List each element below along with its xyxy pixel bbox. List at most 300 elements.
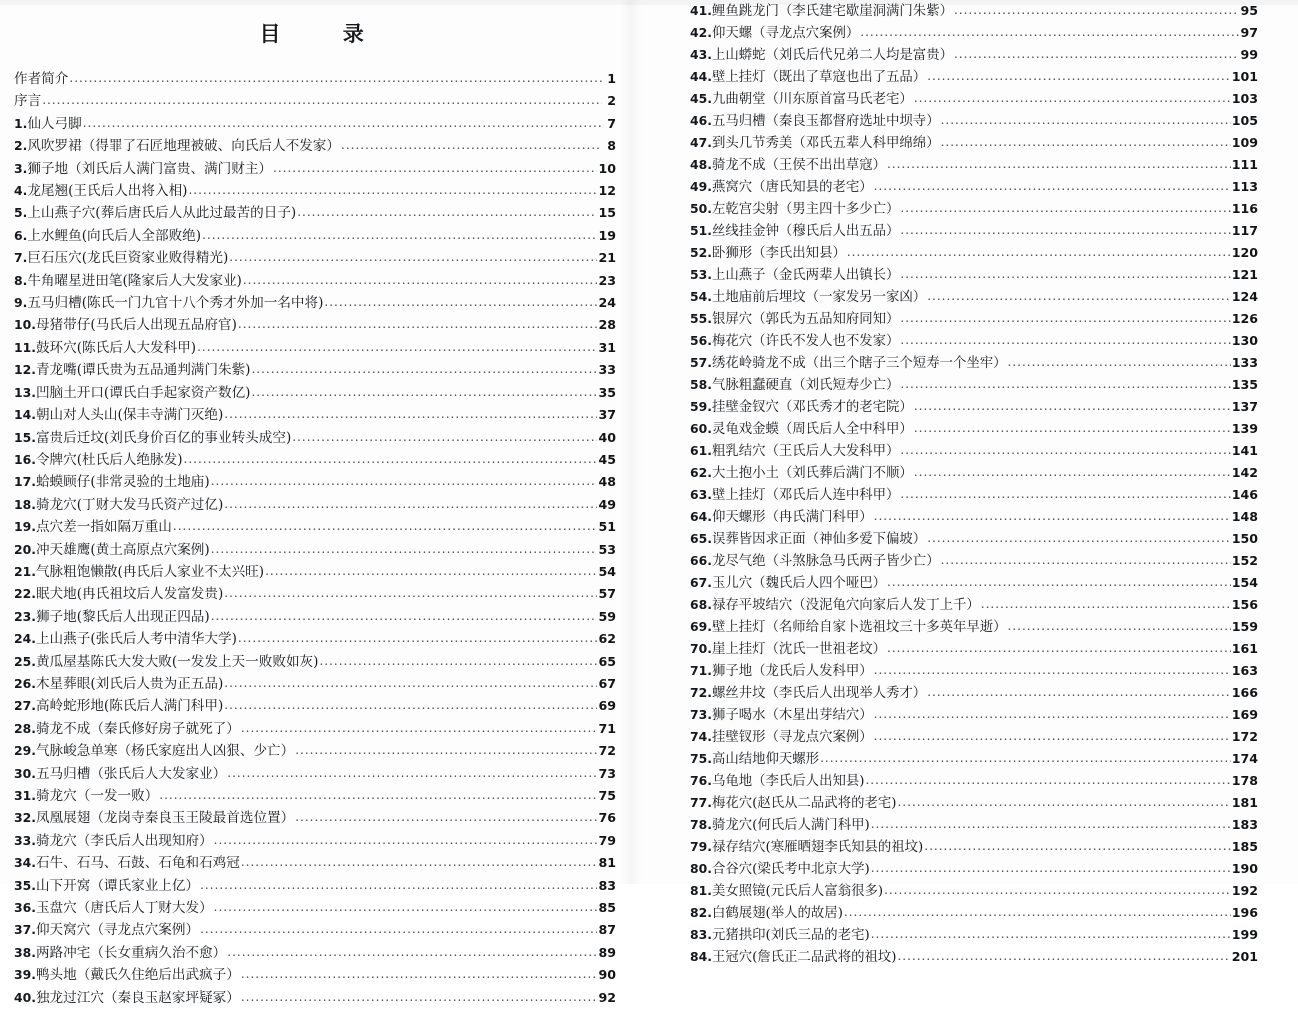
toc-entry-label-text: 九曲朝堂（川东原首富马氏老宅）	[711, 92, 913, 107]
dot-leader	[211, 606, 598, 627]
toc-entry[interactable]	[690, 726, 1258, 748]
toc-entry-page-number: 174	[1231, 751, 1258, 766]
dot-leader	[887, 572, 1231, 593]
toc-entry-label-text: 狮子地(黎氏后人出现正四品)	[35, 608, 210, 625]
toc-entry-title	[14, 628, 237, 650]
toc-entry[interactable]	[690, 352, 1258, 374]
toc-entry-page-number: 124	[1231, 289, 1258, 304]
dot-leader	[914, 418, 1231, 439]
toc-entry-title	[14, 382, 250, 404]
toc-entry-page-number: 146	[1231, 487, 1258, 502]
left-page	[0, 0, 630, 1006]
toc-entry-label-text: 上山燕子(张氏后人考中清华大学)	[35, 631, 237, 648]
toc-entry-label-text: 骑龙穴（一发一败）	[35, 788, 159, 804]
toc-entry[interactable]	[14, 875, 616, 897]
toc-entry-title	[690, 110, 940, 132]
toc-entry[interactable]	[14, 337, 616, 359]
toc-entry-number: 37.	[14, 922, 36, 938]
toc-entry[interactable]	[690, 616, 1258, 638]
toc-entry[interactable]	[14, 606, 616, 628]
toc-entry[interactable]	[690, 154, 1258, 176]
toc-entry[interactable]	[690, 330, 1258, 352]
toc-entry-number: 41.	[690, 3, 712, 18]
toc-entry-page-number: 133	[1231, 355, 1258, 370]
toc-entry[interactable]	[14, 449, 616, 471]
toc-entry[interactable]	[690, 110, 1258, 132]
toc-entry-number: 58.	[690, 377, 712, 392]
toc-entry[interactable]	[690, 286, 1258, 308]
toc-entry-page-number: 156	[1231, 597, 1258, 612]
toc-entry[interactable]	[14, 561, 616, 583]
toc-entry-number: 18.	[14, 496, 36, 512]
toc-entry[interactable]	[14, 292, 616, 314]
toc-entry-title	[690, 748, 819, 770]
toc-entry-title	[690, 594, 980, 616]
toc-entry-number: 48.	[690, 157, 712, 172]
toc-entry-number: 73.	[690, 707, 712, 722]
toc-entry[interactable]	[690, 748, 1258, 770]
toc-entry[interactable]	[690, 396, 1258, 418]
toc-entry-label-text: 高岭蛇形地(陈氏后人满门科甲)	[35, 698, 224, 715]
toc-entry-page-number: 111	[1231, 157, 1258, 172]
toc-entry-number: 36.	[14, 900, 36, 916]
dot-leader	[884, 880, 1231, 901]
dot-leader	[243, 270, 598, 291]
toc-entry-title	[14, 897, 213, 919]
toc-entry-title	[690, 286, 926, 308]
toc-entry[interactable]	[690, 924, 1258, 946]
dot-leader	[1008, 352, 1231, 373]
toc-entry[interactable]	[14, 359, 616, 381]
toc-entry-label-text: 合谷穴(梁氏考中北京大学)	[711, 862, 870, 877]
toc-entry-title	[690, 726, 873, 748]
toc-entry[interactable]	[14, 494, 616, 516]
toc-entry-page-number: 117	[1231, 223, 1258, 238]
toc-entry-number: 70.	[690, 641, 712, 656]
toc-entry-number: 32.	[14, 810, 36, 826]
dot-leader	[159, 785, 597, 806]
toc-entry-title	[690, 902, 843, 924]
toc-entry[interactable]	[690, 484, 1258, 506]
toc-entry-page-number: 178	[1231, 773, 1258, 788]
dot-leader	[224, 583, 597, 604]
toc-entry-number: 31.	[14, 788, 36, 803]
toc-entry-number: 53.	[690, 267, 712, 282]
toc-entry-page-number: 79	[598, 832, 616, 848]
toc-entry-title	[690, 44, 953, 66]
toc-entry-title	[14, 494, 223, 516]
toc-entry-title	[690, 528, 926, 550]
toc-entry[interactable]	[14, 964, 616, 986]
toc-entry-page-number: 19	[598, 227, 616, 243]
toc-entry-title	[14, 875, 199, 897]
toc-entry-label-text: 丝线挂金钟（穆氏后人出五品）	[711, 224, 900, 239]
dot-leader	[319, 651, 597, 672]
toc-entry[interactable]	[690, 814, 1258, 836]
toc-entry-number: 69.	[690, 619, 712, 634]
toc-entry-number: 10.	[14, 317, 36, 333]
toc-entry-page-number: 67	[598, 675, 616, 691]
toc-entry-title	[14, 964, 240, 986]
toc-entry-label-text: 梅花穴(赵氏从二品武将的老宅)	[711, 796, 897, 811]
toc-entry-page-number: 69	[598, 698, 616, 714]
dot-leader	[900, 484, 1230, 505]
toc-entry[interactable]	[14, 763, 616, 785]
toc-entry-title	[14, 807, 294, 829]
toc-entry[interactable]	[14, 583, 616, 605]
toc-entry-label-text: 冲天雄鹰(黄土高原点穴案例)	[35, 541, 210, 558]
toc-entry[interactable]	[14, 628, 616, 650]
toc-entry-label-text: 凤凰展翅（龙岗寺秦良玉王陵最首选位置）	[35, 810, 295, 827]
toc-entry-page-number: 190	[1231, 861, 1258, 876]
toc-entry-title	[690, 396, 913, 418]
toc-entry-page-number: 163	[1231, 663, 1258, 678]
toc-entry-title	[690, 770, 864, 792]
toc-entry-title	[690, 682, 926, 704]
toc-list-left	[14, 68, 616, 1009]
toc-entry-label-text: 朝山对人头山(保丰寺满门灭绝)	[35, 407, 224, 424]
toc-entry[interactable]	[14, 651, 616, 673]
toc-entry[interactable]	[690, 638, 1258, 660]
toc-entry-label-text: 序言	[14, 93, 42, 110]
toc-entry-title	[690, 660, 873, 682]
toc-entry-label-text: 到头几节秀美（邓氏五辈人科甲绵绵）	[711, 136, 940, 151]
toc-entry-label-text: 玉儿穴（魏氏后人四个哑巴）	[711, 576, 887, 591]
toc-entry-label-text: 狮子地（龙氏后人发科甲）	[711, 664, 873, 679]
toc-entry[interactable]	[690, 506, 1258, 528]
toc-entry-label-text: 上山蟒蛇（刘氏后代兄弟二人均是富贵）	[711, 48, 953, 63]
dot-leader	[927, 682, 1231, 703]
toc-entry[interactable]	[690, 0, 1258, 22]
toc-entry-label-text: 气脉峻急单寒（杨氏家庭出人凶狠、少亡）	[35, 743, 295, 760]
toc-entry-number: 64.	[690, 509, 712, 524]
toc-entry-page-number: 135	[1231, 377, 1258, 392]
toc-entry[interactable]	[690, 176, 1258, 198]
toc-entry-page-number: 137	[1231, 399, 1258, 414]
toc-entry-title	[690, 704, 873, 726]
toc-entry[interactable]	[14, 919, 616, 941]
toc-entry-title	[14, 942, 226, 964]
toc-entry-title	[14, 202, 296, 224]
toc-entry-number: 45.	[690, 91, 712, 106]
toc-entry[interactable]	[690, 22, 1258, 44]
toc-entry[interactable]	[690, 264, 1258, 286]
dot-leader	[897, 792, 1230, 813]
toc-entry-title	[690, 198, 899, 220]
toc-entry-page-number: 121	[1231, 267, 1258, 282]
toc-entry[interactable]	[690, 418, 1258, 440]
toc-entry[interactable]	[14, 202, 616, 224]
dot-leader	[941, 132, 1231, 153]
toc-entry[interactable]	[14, 516, 616, 538]
toc-entry-page-number: 169	[1231, 707, 1258, 722]
toc-entry-page-number: 152	[1231, 553, 1258, 568]
dot-leader	[941, 110, 1231, 131]
dot-leader	[874, 704, 1231, 725]
toc-entry[interactable]	[690, 572, 1258, 594]
toc-entry-number: 49.	[690, 179, 712, 194]
toc-entry-number: 74.	[690, 729, 712, 744]
toc-entry[interactable]	[14, 247, 616, 269]
toc-entry[interactable]	[14, 807, 616, 829]
toc-entry[interactable]	[14, 673, 616, 695]
dot-leader	[265, 561, 597, 582]
toc-entry-page-number: 95	[1240, 3, 1258, 18]
toc-entry[interactable]	[14, 852, 616, 874]
toc-entry[interactable]	[690, 242, 1258, 264]
toc-entry-title	[690, 946, 896, 968]
toc-entry-page-number: 130	[1231, 333, 1258, 348]
toc-entry[interactable]	[690, 704, 1258, 726]
toc-entry-label-text: 美女照镜(元氏后人富翁很多)	[711, 884, 884, 899]
toc-entry-title	[14, 91, 41, 112]
toc-entry-number: 39.	[14, 967, 36, 983]
toc-entry-page-number: 15	[598, 205, 616, 221]
toc-entry-title	[14, 292, 323, 314]
toc-entry[interactable]	[690, 946, 1258, 968]
toc-entry[interactable]	[14, 897, 616, 919]
toc-entry-title	[690, 814, 870, 836]
toc-entry[interactable]	[14, 942, 616, 964]
toc-entry[interactable]	[14, 158, 616, 180]
toc-entry[interactable]	[14, 90, 616, 112]
toc-entry-label-text: 作者简介	[14, 71, 69, 87]
toc-entry-title	[690, 220, 899, 242]
toc-entry-label-text: 挂壁钗形（寻龙点穴案例）	[711, 730, 873, 745]
toc-entry[interactable]	[690, 44, 1258, 66]
toc-entry-number: 12.	[14, 362, 36, 378]
toc-entry[interactable]	[14, 68, 616, 90]
toc-entry[interactable]	[690, 660, 1258, 682]
toc-entry-number: 42.	[690, 25, 712, 40]
toc-entry-page-number: 87	[598, 922, 616, 938]
toc-entry-page-number: 24	[598, 295, 616, 311]
toc-entry[interactable]	[14, 180, 616, 202]
toc-entry-number: 19.	[14, 519, 36, 535]
dot-leader	[900, 198, 1230, 219]
dot-leader	[227, 942, 597, 963]
toc-entry-title	[14, 606, 210, 628]
toc-entry-label-text: 巨石压穴(龙氏巨资家业败得精光)	[27, 250, 229, 267]
toc-entry-page-number: 181	[1231, 795, 1258, 810]
toc-entry[interactable]	[690, 594, 1258, 616]
toc-entry-title	[690, 352, 1007, 374]
toc-entry-title	[690, 418, 913, 440]
dot-leader	[871, 814, 1231, 835]
toc-entry[interactable]	[14, 740, 616, 762]
dot-leader	[847, 242, 1231, 263]
dot-leader	[897, 946, 1230, 967]
toc-entry-page-number: 148	[1231, 509, 1258, 524]
toc-entry-label-text: 气脉粗饱懒散(冉氏后人家业不太兴旺)	[35, 563, 265, 580]
toc-entry[interactable]	[14, 830, 616, 852]
dot-leader	[900, 374, 1230, 395]
toc-entry-number: 38.	[14, 944, 36, 960]
toc-entry-title	[14, 539, 210, 561]
toc-entry-title	[14, 583, 223, 605]
dot-leader	[197, 337, 597, 358]
dot-leader	[900, 440, 1230, 461]
toc-entry-title	[14, 718, 240, 740]
toc-entry-label-text: 梅花穴（许氏不发人也不发家）	[711, 334, 900, 349]
toc-entry[interactable]	[14, 427, 616, 449]
toc-entry[interactable]	[690, 902, 1258, 924]
toc-entry-page-number: 48	[598, 474, 616, 490]
dot-leader	[200, 875, 597, 896]
toc-entry-label-text: 禄存平坡结穴（没泥龟穴向家后人发丁上千）	[711, 598, 980, 613]
toc-entry[interactable]	[690, 836, 1258, 858]
toc-entry-title	[14, 314, 237, 336]
toc-entry-page-number: 116	[1231, 201, 1258, 216]
toc-entry-page-number: 45	[598, 451, 616, 467]
toc-entry-page-number: 62	[598, 631, 616, 647]
toc-entry-label-text: 银屏穴（郭氏为五品知府同知）	[711, 312, 900, 327]
toc-entry-number: 59.	[690, 399, 712, 414]
toc-entry[interactable]	[14, 718, 616, 740]
toc-entry-label-text: 仰天窝穴（寻龙点穴案例）	[35, 922, 200, 939]
toc-entry-page-number: 185	[1231, 839, 1258, 854]
toc-entry-page-number: 192	[1231, 883, 1258, 898]
toc-entry[interactable]	[14, 135, 616, 157]
dot-leader	[865, 770, 1230, 791]
toc-entry-label-text: 母猪带仔(马氏后人出现五品府官)	[35, 317, 237, 334]
toc-entry[interactable]	[690, 440, 1258, 462]
toc-entry-number: 62.	[690, 465, 712, 480]
toc-entry-label-text: 山下开窝（谭氏家业上亿）	[35, 877, 200, 894]
toc-entry-number: 60.	[690, 421, 712, 436]
toc-entry-label-text: 左乾宫尖射（男主四十多少亡）	[711, 202, 900, 217]
toc-entry[interactable]	[690, 132, 1258, 154]
toc-entry-number: 56.	[690, 333, 712, 348]
toc-entry[interactable]	[690, 770, 1258, 792]
toc-entry[interactable]	[690, 792, 1258, 814]
toc-entry[interactable]	[14, 539, 616, 561]
toc-entry[interactable]	[14, 270, 616, 292]
toc-entry[interactable]	[690, 66, 1258, 88]
toc-entry-label-text: 木星葬眼(刘氏后人贵为正五品)	[35, 675, 224, 692]
toc-entry-label-text: 石牛、石马、石鼓、石龟和石鸡冠	[35, 855, 240, 872]
toc-entry-page-number: 90	[598, 967, 616, 983]
toc-entry[interactable]	[690, 220, 1258, 242]
toc-entry-label-text: 卧狮形（李氏出知县）	[711, 246, 846, 261]
toc-entry[interactable]	[690, 858, 1258, 880]
toc-entry-title	[690, 924, 870, 946]
toc-entry-label-text: 土地庙前后埋坟（一家发另一家凶）	[711, 290, 927, 305]
toc-entry[interactable]	[690, 880, 1258, 902]
toc-entry-title	[14, 404, 223, 426]
toc-entry[interactable]	[14, 382, 616, 404]
toc-entry-number: 2.	[14, 138, 28, 154]
toc-entry[interactable]	[14, 225, 616, 247]
dot-leader	[224, 404, 597, 425]
dot-leader	[227, 763, 597, 784]
toc-entry-title	[690, 374, 899, 396]
dot-leader	[887, 154, 1231, 175]
toc-entry-title	[14, 471, 210, 493]
dot-leader	[69, 68, 602, 89]
toc-entry-page-number: 199	[1231, 927, 1258, 942]
toc-entry[interactable]	[14, 785, 616, 807]
toc-entry[interactable]	[14, 314, 616, 336]
toc-entry-number: 23.	[14, 608, 36, 624]
toc-entry-label-text: 龙尽气绝（斗煞脉急马氏两子皆少亡）	[711, 554, 940, 569]
toc-entry[interactable]	[14, 695, 616, 717]
toc-entry-number: 11.	[14, 339, 36, 355]
dot-leader	[238, 314, 598, 335]
toc-entry-number: 79.	[690, 839, 712, 854]
toc-entry-number: 61.	[690, 443, 712, 458]
dot-leader	[874, 660, 1231, 681]
dot-leader	[241, 852, 598, 873]
toc-entry-title	[690, 88, 913, 110]
toc-entry-number: 75.	[690, 751, 712, 766]
toc-entry-label-text: 狮子地（刘氏后人满门富贵、满门财主）	[27, 160, 273, 177]
toc-entry[interactable]	[690, 462, 1258, 484]
toc-entry-number: 29.	[14, 743, 36, 759]
toc-entry-label-text: 眠犬地(冉氏祖坟后人发富发贵)	[35, 586, 224, 603]
toc-entry-label-text: 气脉粗蠢硬直（刘氏短寿少亡）	[711, 378, 900, 393]
toc-entry-label-text: 点穴差一指如隔万重山	[35, 519, 172, 536]
toc-entry-number: 21.	[14, 563, 36, 579]
dot-leader	[820, 748, 1231, 769]
toc-entry-page-number: 172	[1231, 729, 1258, 744]
toc-entry[interactable]	[690, 308, 1258, 330]
toc-entry-title	[690, 242, 846, 264]
toc-entry[interactable]	[14, 113, 616, 135]
toc-entry-number: 72.	[690, 685, 712, 700]
toc-entry-number: 33.	[14, 832, 36, 848]
toc-entry-page-number: 8	[607, 138, 616, 154]
toc-entry-page-number: 75	[598, 788, 616, 803]
toc-entry[interactable]	[14, 404, 616, 426]
toc-entry[interactable]	[690, 88, 1258, 110]
toc-entry-page-number: 1	[607, 71, 616, 86]
toc-entry[interactable]	[690, 682, 1258, 704]
toc-entry[interactable]	[690, 198, 1258, 220]
toc-entry-page-number: 28	[598, 317, 616, 333]
toc-entry-page-number: 142	[1231, 465, 1258, 480]
toc-entry[interactable]	[14, 471, 616, 493]
toc-entry[interactable]	[690, 550, 1258, 572]
toc-entry-title	[690, 550, 940, 572]
toc-entry[interactable]	[690, 528, 1258, 550]
dot-leader	[241, 718, 598, 739]
toc-entry-page-number: 65	[598, 653, 616, 669]
toc-entry-label-text: 五马归槽（张氏后人大发家业）	[35, 765, 227, 782]
toc-entry-number: 57.	[690, 355, 712, 370]
dot-leader	[42, 90, 602, 111]
toc-entry-title	[690, 440, 899, 462]
dot-leader	[214, 897, 598, 918]
dot-leader	[1008, 616, 1231, 637]
toc-entry-number: 8.	[14, 272, 28, 288]
toc-entry-number: 77.	[690, 795, 712, 810]
toc-entry-page-number: 57	[598, 586, 616, 602]
dot-leader	[941, 550, 1231, 571]
toc-entry-label-text: 元猪拱印(刘氏三品的老宅)	[711, 928, 870, 943]
toc-entry-number: 16.	[14, 451, 36, 467]
dot-leader	[292, 427, 597, 448]
toc-entry-number: 52.	[690, 245, 712, 260]
toc-entry-number: 35.	[14, 877, 36, 893]
toc-entry-page-number: 139	[1231, 421, 1258, 436]
toc-entry-title	[14, 270, 242, 292]
toc-entry[interactable]	[14, 987, 616, 1009]
toc-entry-label-text: 鸭头地（戴氏久住绝后出武疯子）	[35, 967, 240, 984]
toc-entry-label-text: 上山燕子（金氏两辈人出镇长）	[711, 268, 900, 283]
toc-list-right	[690, 0, 1258, 968]
toc-entry[interactable]	[690, 374, 1258, 396]
